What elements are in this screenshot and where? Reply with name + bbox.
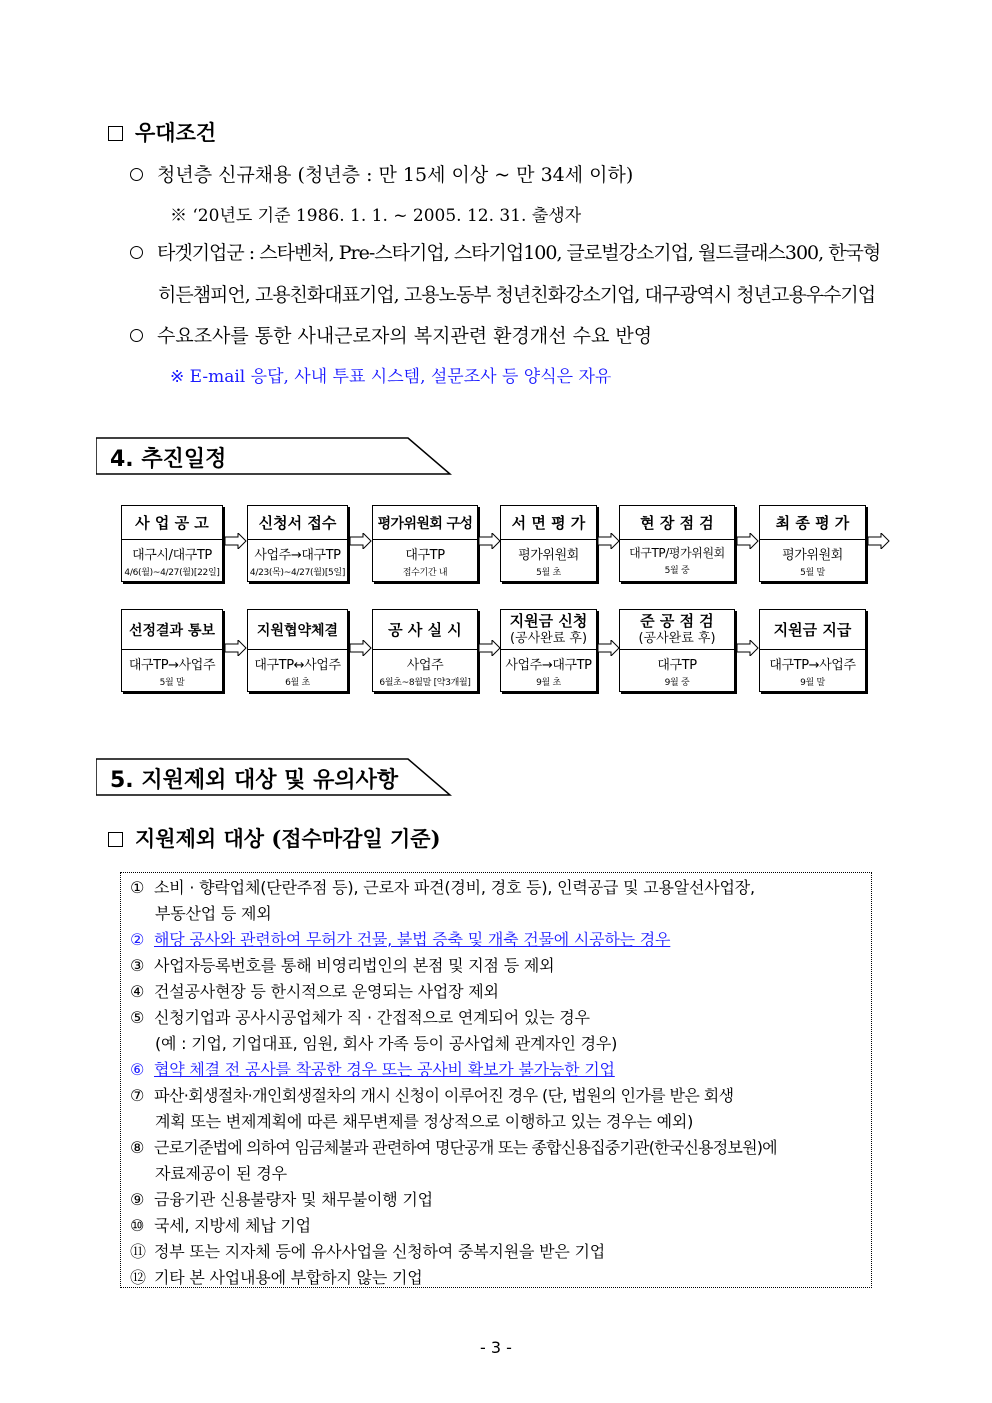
- exclusion-item: ⑨ 금융기관 신용불량자 및 채무불이행 기업: [130, 1190, 433, 1209]
- exclusion-item: ④ 건설공사현장 등 한시적으로 운영되는 사업장 제외: [130, 982, 499, 1001]
- exclusion-item-highlight: ② 해당 공사와 관련하여 무허가 건물, 불법 증축 및 개축 건물에 시공하는 경우: [130, 930, 671, 949]
- step-period: 4/23(목)~4/27(월)[5일]: [249, 568, 346, 578]
- arrow-right-icon: [350, 640, 372, 656]
- step-actor: 대구시/대구TP: [132, 548, 212, 563]
- step-actor: 대구TP: [405, 548, 445, 563]
- exclusion-item: ① 소비 · 향락업체(단란주점 등), 근로자 파견(경비, 경호 등), 인력공급 및 고용알선사업장,: [130, 878, 755, 897]
- exclusion-item: ⑤ 신청기업과 공사시공업체가 직 · 간접적으로 연계되어 있는 경우: [130, 1008, 590, 1027]
- step-actor: 대구TP↔사업주: [254, 658, 341, 673]
- step-subtitle: (공사완료 후): [638, 630, 716, 646]
- exclusion-item-cont: 자료제공이 된 경우: [155, 1164, 287, 1183]
- arrow-right-icon: [868, 533, 890, 549]
- schedule-step-committee: [372, 505, 478, 582]
- step-title: 준 공 점 검: [640, 611, 714, 630]
- step-period: 5월 초: [536, 568, 561, 578]
- step-actor: 대구TP→사업주: [128, 658, 216, 673]
- schedule-step-site-check: [619, 505, 735, 582]
- step-period: 5월 말: [800, 568, 825, 578]
- step-actor: 평가위원회: [782, 548, 843, 563]
- bullet-demand-survey: 수요조사를 통한 사내근로자의 복지관련 환경개선 수요 반영: [130, 321, 652, 348]
- exclusion-item-cont: 부동산업 등 제외: [155, 904, 272, 923]
- schedule-step-document-review: [500, 505, 597, 582]
- page-number: - 3 -: [480, 1338, 512, 1357]
- schedule-step-completion-check: [619, 609, 735, 692]
- preferential-heading: 우대조건: [108, 117, 216, 147]
- step-period: 9월 중: [664, 678, 690, 688]
- circle-bullet-icon: [130, 246, 143, 259]
- exclusion-item-cont: 계획 또는 변제계획에 따른 채무변제를 정상적으로 이행하고 있는 경우는 예외): [155, 1112, 694, 1131]
- step-title-block: [501, 610, 596, 650]
- step-actor: 대구TP/평가위원회: [629, 546, 725, 560]
- arrow-right-icon: [479, 640, 501, 656]
- step-actor: 사업주: [406, 658, 444, 673]
- exclusion-item: ⑦ 파산·회생절차·개인회생절차의 개시 신청이 이루어진 경우 (단, 법원의 인가를 받은 회생: [130, 1086, 734, 1105]
- exclusion-item: ⑫ 기타 본 사업내용에 부합하지 않는 기업: [130, 1268, 423, 1287]
- step-title: 신청서 접수: [248, 506, 347, 540]
- step-actor: 대구TP: [657, 658, 697, 673]
- exclusion-item: ⑧ 근로기준법에 의하여 임금체불과 관련하여 명단공개 또는 종합신용집중기관(한국신용정보원)에: [130, 1138, 777, 1157]
- step-title: 최 종 평 가: [760, 506, 865, 540]
- bullet-youth-hiring: 청년층 신규채용 (청년층 : 만 15세 이상 ~ 만 34세 이하): [130, 160, 633, 187]
- step-actor: 평가위원회: [518, 548, 579, 563]
- step-period: 6월초~8월말 [약3개월]: [379, 678, 471, 688]
- schedule-step-subsidy-request: [500, 609, 597, 692]
- arrow-right-icon: [598, 533, 620, 549]
- step-title-block: [620, 610, 734, 650]
- note-birth-range: ※ ‘20년도 기준 1986. 1. 1. ~ 2005. 12. 31. 출생자: [170, 206, 582, 226]
- step-actor: 사업주→대구TP: [254, 548, 341, 563]
- step-subtitle: (공사완료 후): [509, 630, 588, 646]
- circle-bullet-icon: [130, 329, 143, 342]
- arrow-right-icon: [737, 640, 759, 656]
- step-title: 현 장 점 검: [620, 506, 734, 540]
- schedule-step-construction: [372, 609, 478, 692]
- arrow-right-icon: [350, 533, 372, 549]
- step-period: 5월 말: [159, 678, 185, 688]
- note-survey-format: ※ E-mail 응답, 사내 투표 시스템, 설문조사 등 양식은 자유: [170, 367, 612, 387]
- schedule-step-subsidy-payment: [759, 609, 866, 692]
- arrow-right-icon: [225, 640, 247, 656]
- schedule-step-application: [247, 505, 348, 582]
- section-exclusion-title: 5. 지원제외 대상 및 유의사항: [110, 768, 399, 793]
- section-schedule-header: [96, 437, 452, 475]
- circle-bullet-icon: [130, 168, 143, 181]
- step-actor: 사업주→대구TP: [505, 658, 592, 673]
- exclusion-item-cont: (예 : 기업, 기업대표, 임원, 회사 가족 등이 공사업체 관계자인 경우): [155, 1034, 618, 1053]
- step-period: 접수기간 내: [402, 568, 448, 578]
- arrow-right-icon: [479, 533, 501, 549]
- bullet-target-companies-cont: 히든챔피언, 고용친화대표기업, 고용노동부 청년친화강소기업, 대구광역시 청년고용우수기업: [158, 284, 876, 306]
- step-title: 서 면 평 가: [501, 506, 596, 540]
- square-bullet-icon: [108, 832, 123, 847]
- step-title: 지원금 지급: [760, 610, 865, 650]
- step-title: 공 사 실 시: [373, 610, 477, 650]
- section-exclusion-header: [96, 758, 452, 796]
- schedule-step-agreement: [247, 609, 348, 692]
- step-period: 9월 초: [536, 678, 561, 688]
- exclusion-item: ⑪ 정부 또는 지자체 등에 유사사업을 신청하여 중복지원을 받은 기업: [130, 1242, 606, 1261]
- step-title: 평가위원회 구성: [373, 506, 477, 540]
- arrow-right-icon: [737, 533, 759, 549]
- exclusion-heading: 지원제외 대상 (접수마감일 기준): [108, 823, 441, 853]
- exclusion-item: ③ 사업자등록번호를 통해 비영리법인의 본점 및 지점 등 제외: [130, 956, 555, 975]
- schedule-step-final-review: [759, 505, 866, 582]
- step-period: 9월 말: [800, 678, 825, 688]
- schedule-step-announcement: [121, 505, 223, 582]
- arrow-right-icon: [225, 533, 247, 549]
- step-period: 6월 초: [285, 678, 310, 688]
- step-title: 선정결과 통보: [122, 610, 222, 650]
- schedule-step-result-notice: [121, 609, 223, 692]
- step-period: 5월 중: [664, 566, 690, 576]
- step-period: 4/6(월)~4/27(월)[22일]: [124, 568, 220, 578]
- step-title: 지원협약체결: [248, 610, 347, 650]
- section-schedule-title: 4. 추진일정: [110, 447, 227, 472]
- square-bullet-icon: [108, 126, 123, 141]
- arrow-right-icon: [598, 640, 620, 656]
- bullet-target-companies: 타겟기업군 : 스타벤처, Pre-스타기업, 스타기업100, 글로벌강소기업, 월드클래스300, 한국형: [130, 238, 880, 265]
- step-title: 지원금 신청: [509, 611, 588, 630]
- exclusion-item: ⑩ 국세, 지방세 체납 기업: [130, 1216, 311, 1235]
- exclusion-item-highlight: ⑥ 협약 체결 전 공사를 착공한 경우 또는 공사비 확보가 불가능한 기업: [130, 1060, 615, 1079]
- step-actor: 대구TP→사업주: [769, 658, 856, 673]
- step-title: 사 업 공 고: [122, 506, 222, 540]
